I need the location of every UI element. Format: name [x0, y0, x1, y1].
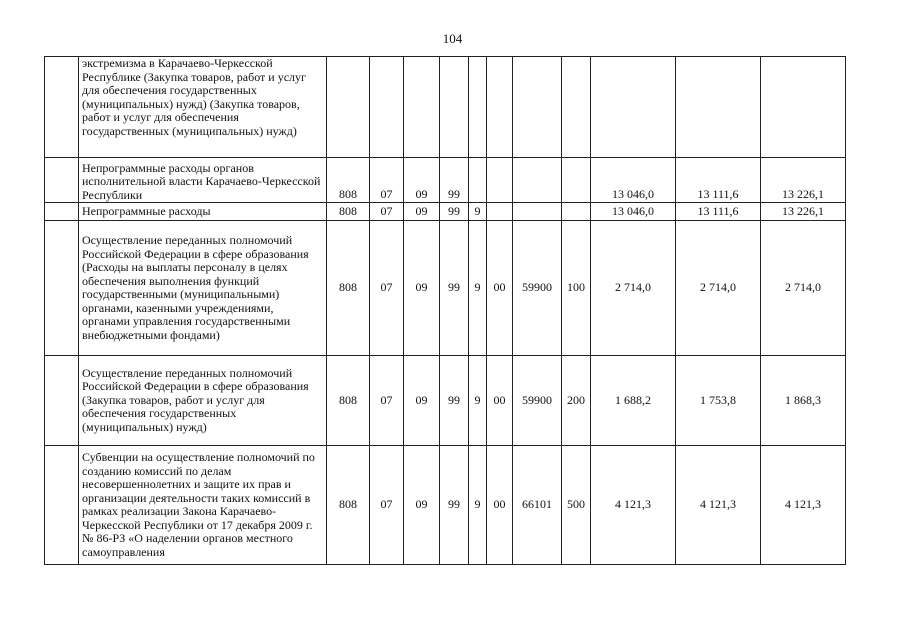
- direction-code-cell: 00: [487, 446, 513, 565]
- direction-code-cell: 00: [487, 356, 513, 446]
- amount-year2-cell: 4 121,3: [676, 446, 761, 565]
- expense-type-cell: 100: [562, 221, 591, 356]
- table-row: [45, 446, 846, 565]
- admin-code-cell: 808: [327, 221, 370, 356]
- program-code-cell: 99: [440, 158, 469, 203]
- admin-code-cell: 808: [327, 446, 370, 565]
- row-number-cell: [45, 57, 79, 158]
- amount-year3-cell: 4 121,3: [761, 446, 846, 565]
- subprogram-code-cell: [469, 158, 487, 203]
- program-code-cell: 99: [440, 221, 469, 356]
- amount-year2-cell: [676, 57, 761, 158]
- amount-year3-cell: 13 226,1: [761, 203, 846, 221]
- table-row: [45, 203, 846, 221]
- article-code-cell: 66101: [513, 446, 562, 565]
- article-code-cell: 59900: [513, 221, 562, 356]
- article-code-cell: [513, 203, 562, 221]
- row-number-cell: [45, 158, 79, 203]
- section-code-cell: 07: [370, 158, 404, 203]
- section-code-cell: 07: [370, 221, 404, 356]
- program-code-cell: 99: [440, 356, 469, 446]
- amount-year1-cell: 2 714,0: [591, 221, 676, 356]
- row-number-cell: [45, 446, 79, 565]
- subsection-code-cell: 09: [404, 221, 440, 356]
- program-code-cell: [440, 57, 469, 158]
- admin-code-cell: 808: [327, 158, 370, 203]
- row-number-cell: [45, 203, 79, 221]
- amount-year1-cell: 13 046,0: [591, 158, 676, 203]
- expense-type-cell: 200: [562, 356, 591, 446]
- table-row: [45, 221, 846, 356]
- subsection-code-cell: 09: [404, 158, 440, 203]
- expense-type-cell: [562, 57, 591, 158]
- direction-code-cell: 00: [487, 221, 513, 356]
- section-code-cell: 07: [370, 446, 404, 565]
- amount-year3-cell: 1 868,3: [761, 356, 846, 446]
- subsection-code-cell: 09: [404, 446, 440, 565]
- amount-year1-cell: 13 046,0: [591, 203, 676, 221]
- article-code-cell: [513, 57, 562, 158]
- expense-type-cell: 500: [562, 446, 591, 565]
- expense-type-cell: [562, 158, 591, 203]
- section-code-cell: 07: [370, 203, 404, 221]
- amount-year1-cell: [591, 57, 676, 158]
- subprogram-code-cell: 9: [469, 446, 487, 565]
- expense-type-cell: [562, 203, 591, 221]
- expense-name-cell: Непрограммные расходы органов исполнительной власти Карачаево-Черкесской Республики: [79, 158, 327, 203]
- amount-year3-cell: [761, 57, 846, 158]
- amount-year2-cell: 2 714,0: [676, 221, 761, 356]
- subsection-code-cell: 09: [404, 356, 440, 446]
- table-row: [45, 356, 846, 446]
- amount-year2-cell: 13 111,6: [676, 158, 761, 203]
- admin-code-cell: 808: [327, 203, 370, 221]
- expense-name-cell: Субвенции на осуществление полномочий по созданию комиссий по делам несовершеннолетних и защите их прав и организации деятельности таких комиссий в рамках реализации Закона Карачаево-Черкесской Республики от 17 декабря 2009 г. № 86-РЗ «О наделении органов местного самоуправления: [79, 446, 327, 565]
- program-code-cell: 99: [440, 203, 469, 221]
- article-code-cell: [513, 158, 562, 203]
- direction-code-cell: [487, 158, 513, 203]
- expense-name-cell: Осуществление переданных полномочий Российской Федерации в сфере образования (Расходы на выплаты персоналу в целях обеспечения выполнения функций государственными (муниципальными) органами, казенными учреждениями, органами управления государственными внебюджетными фондами): [79, 221, 327, 356]
- direction-code-cell: [487, 203, 513, 221]
- amount-year1-cell: 1 688,2: [591, 356, 676, 446]
- program-code-cell: 99: [440, 446, 469, 565]
- section-code-cell: 07: [370, 356, 404, 446]
- amount-year1-cell: 4 121,3: [591, 446, 676, 565]
- section-code-cell: [370, 57, 404, 158]
- subsection-code-cell: 09: [404, 203, 440, 221]
- direction-code-cell: [487, 57, 513, 158]
- amount-year2-cell: 13 111,6: [676, 203, 761, 221]
- expense-name-cell: экстремизма в Карачаево-Черкесской Республике (Закупка товаров, работ и услуг для обеспечения государственных (муниципальных) нужд) (Закупка товаров, работ и услуг для обеспечения государственных (муниципальных) нужд): [79, 57, 327, 158]
- amount-year3-cell: 13 226,1: [761, 158, 846, 203]
- admin-code-cell: 808: [327, 356, 370, 446]
- article-code-cell: 59900: [513, 356, 562, 446]
- subprogram-code-cell: [469, 57, 487, 158]
- subsection-code-cell: [404, 57, 440, 158]
- subprogram-code-cell: 9: [469, 203, 487, 221]
- budget-table: [44, 56, 846, 565]
- table-row: [45, 158, 846, 203]
- expense-name-cell: Непрограммные расходы: [79, 203, 327, 221]
- page-number: 104: [442, 31, 463, 46]
- subprogram-code-cell: 9: [469, 356, 487, 446]
- amount-year3-cell: 2 714,0: [761, 221, 846, 356]
- expense-name-cell: Осуществление переданных полномочий Российской Федерации в сфере образования (Закупка товаров, работ и услуг для обеспечения государственных (муниципальных) нужд): [79, 356, 327, 446]
- subprogram-code-cell: 9: [469, 221, 487, 356]
- row-number-cell: [45, 356, 79, 446]
- row-number-cell: [45, 221, 79, 356]
- table-row: [45, 57, 846, 158]
- amount-year2-cell: 1 753,8: [676, 356, 761, 446]
- admin-code-cell: [327, 57, 370, 158]
